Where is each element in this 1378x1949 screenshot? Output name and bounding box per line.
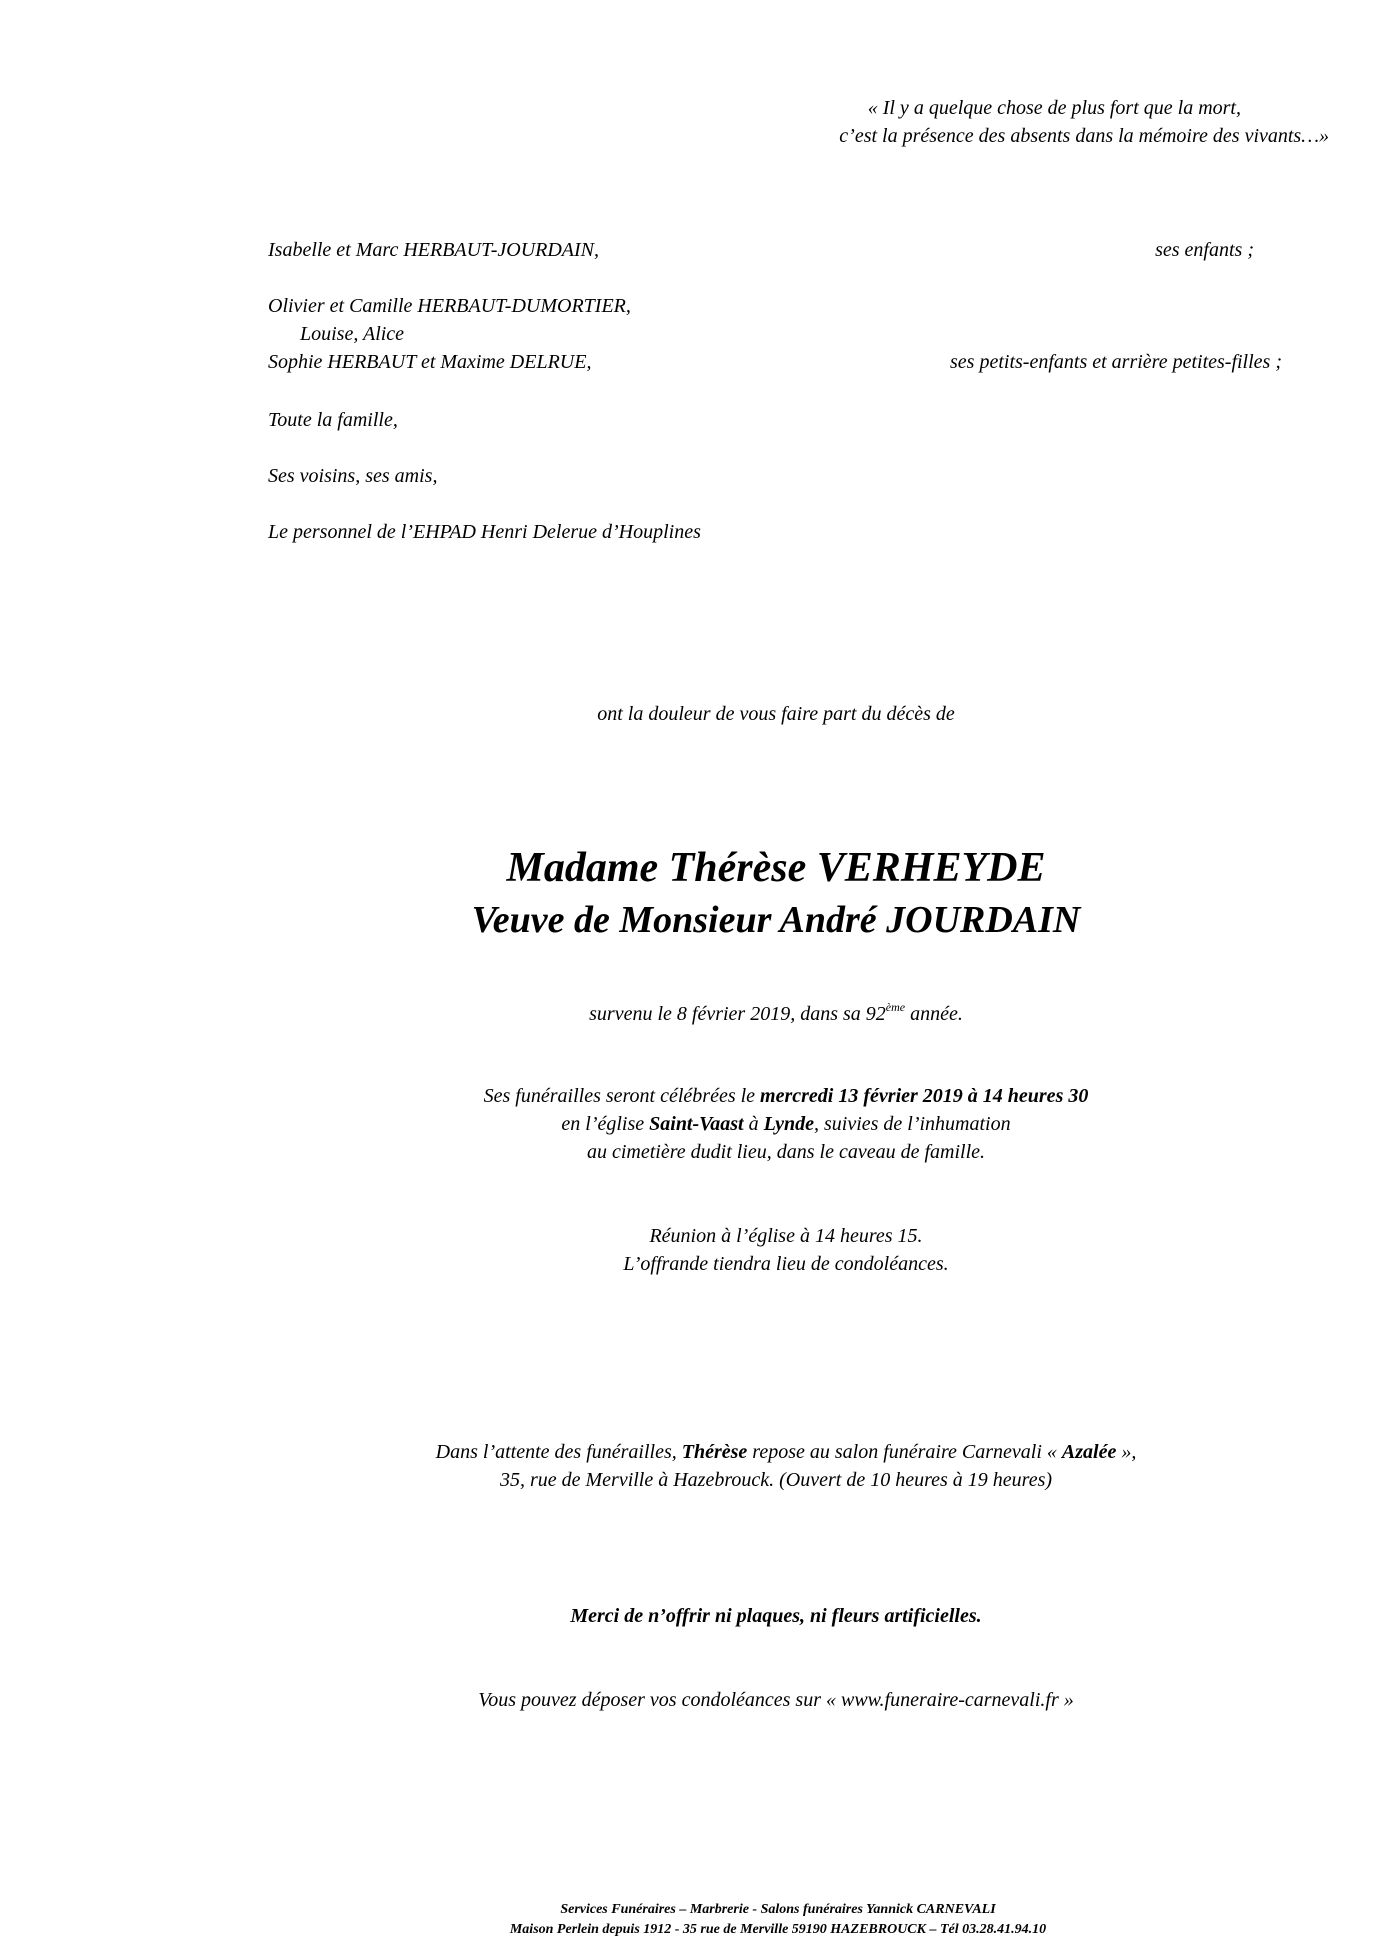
ehpad-staff: Le personnel de l’EHPAD Henri Delerue d’Houplines	[268, 521, 701, 543]
church-intro: en l’église	[561, 1113, 650, 1135]
grandchildren-role: ses petits-enfants et arrière petites-filles ;	[950, 351, 1282, 373]
widow-of: Veuve de Monsieur André JOURDAIN	[471, 899, 1081, 941]
death-date-line	[589, 1000, 963, 1028]
funeral-intro: Ses funérailles seront célébrées le	[483, 1085, 761, 1107]
grandchildren-line-2: Louise, Alice	[300, 323, 405, 345]
deceased-name: Madame Thérèse VERHEYDE	[506, 845, 1046, 891]
church-connector: à	[743, 1113, 764, 1135]
rest-first-name: Thérèse	[681, 1441, 748, 1463]
burial-text: , suivies de l’inhumation	[813, 1113, 1011, 1135]
children-names: Isabelle et Marc HERBAUT-JOURDAIN,	[268, 239, 600, 261]
neighbors-friends: Ses voisins, ses amis,	[268, 465, 438, 487]
condolences-notice: Vous pouvez déposer vos condoléances sur « www.funeraire-carnevali.fr »	[478, 1689, 1074, 1711]
church-town: Lynde	[763, 1113, 814, 1135]
rest-salon-name: Azalée	[1061, 1441, 1117, 1463]
death-date-prefix: survenu le 8 février 2019, dans sa 92	[589, 1003, 886, 1025]
rest-intro: Dans l’attente des funérailles,	[435, 1441, 682, 1463]
epigraph-line-2: c’est la présence des absents dans la mémoire des vivants…»	[839, 125, 1329, 147]
funeral-datetime: mercredi 13 février 2019 à 14 heures 30	[760, 1085, 1089, 1107]
funeral-line-3: au cimetière dudit lieu, dans le caveau de famille.	[586, 1141, 986, 1163]
rest-salon-intro: repose au salon funéraire Carnevali «	[747, 1441, 1062, 1463]
no-flowers-notice: Merci de n’offrir ni plaques, ni fleurs artificielles.	[570, 1605, 982, 1627]
whole-family: Toute la famille,	[268, 409, 398, 431]
funeral-line-1	[484, 1082, 1089, 1110]
rest-salon-close: »,	[1116, 1441, 1137, 1463]
grandchildren-line-1: Olivier et Camille HERBAUT-DUMORTIER,	[268, 295, 631, 317]
grandchildren-line-3: Sophie HERBAUT et Maxime DELRUE,	[268, 351, 592, 373]
ordinal-suffix: ème	[885, 1000, 906, 1014]
meeting-line-2: L’offrande tiendra lieu de condoléances.	[623, 1253, 949, 1275]
church-name: Saint-Vaast	[649, 1113, 744, 1135]
funeral-line-2	[561, 1110, 1010, 1138]
death-date-suffix: année.	[905, 1003, 963, 1025]
footer-company: Services Funéraires – Marbrerie - Salons funéraires Yannick CARNEVALI	[560, 1902, 996, 1917]
rest-line-2: 35, rue de Merville à Hazebrouck. (Ouvert de 10 heures à 19 heures)	[499, 1469, 1053, 1491]
announcement-text: ont la douleur de vous faire part du décès de	[597, 703, 955, 725]
children-role: ses enfants ;	[1155, 239, 1254, 261]
meeting-line-1: Réunion à l’église à 14 heures 15.	[649, 1225, 923, 1247]
footer-address: Maison Perlein depuis 1912 - 35 rue de Merville 59190 HAZEBROUCK – Tél 03.28.41.94.10	[509, 1922, 1047, 1937]
epigraph-line-1: « Il y a quelque chose de plus fort que la mort,	[867, 97, 1241, 119]
rest-line-1	[436, 1438, 1137, 1466]
